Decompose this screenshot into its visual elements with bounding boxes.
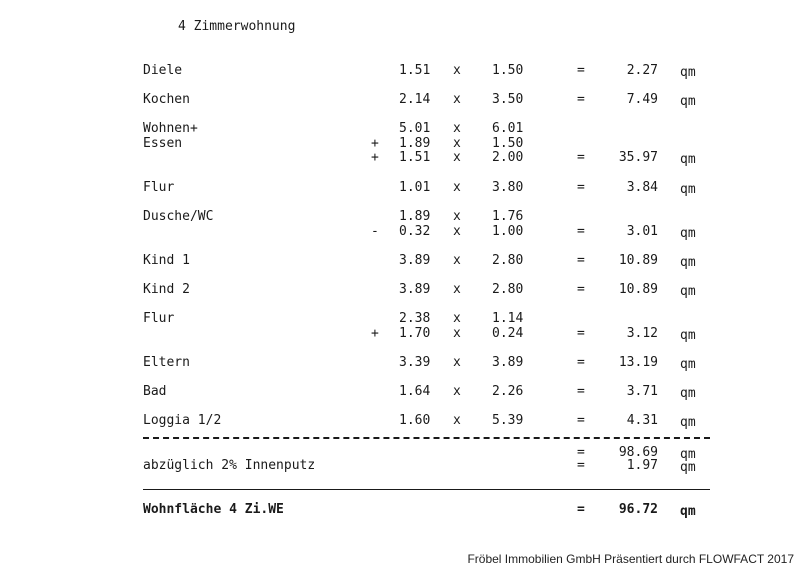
dimension-a: 1.01 bbox=[399, 180, 431, 195]
dimension-a: 1.70 bbox=[399, 325, 431, 341]
unit-label: qm bbox=[680, 386, 696, 401]
deduction-equals: = bbox=[577, 458, 585, 473]
times-sign: x bbox=[453, 121, 461, 136]
times-sign: x bbox=[453, 209, 461, 224]
total-label: Wohnfläche 4 Zi.WE bbox=[143, 502, 284, 517]
area-result: 13.19 bbox=[618, 355, 658, 370]
unit-label: qm bbox=[680, 357, 696, 372]
dimension-a: 3.89 bbox=[399, 282, 431, 297]
room-label: Flur bbox=[143, 311, 175, 326]
dimension-a: 3.39 bbox=[399, 355, 431, 370]
equals-sign: = bbox=[577, 253, 585, 268]
area-result: 3.84 bbox=[626, 180, 658, 195]
area-result: 35.97 bbox=[618, 150, 658, 166]
dimension-b: 3.89 bbox=[492, 355, 524, 370]
equals-sign: = bbox=[577, 325, 585, 341]
dimension-b: 1.76 bbox=[492, 209, 524, 224]
dimension-a: 3.89 bbox=[399, 253, 431, 268]
unit-label: qm bbox=[680, 255, 696, 270]
dimension-a: 5.01 bbox=[399, 121, 431, 136]
dimension-a: 2.38 bbox=[399, 311, 431, 326]
times-sign: x bbox=[453, 135, 461, 151]
room-label: Dusche/WC bbox=[143, 209, 214, 224]
area-result: 7.49 bbox=[626, 92, 658, 107]
times-sign: x bbox=[453, 325, 461, 341]
unit-label: qm bbox=[680, 415, 696, 430]
times-sign: x bbox=[453, 253, 461, 268]
times-sign: x bbox=[453, 150, 461, 166]
area-result: 4.31 bbox=[626, 413, 658, 428]
room-label: Loggia 1/2 bbox=[143, 413, 222, 428]
total-rule bbox=[143, 489, 710, 490]
page-title: 4 Zimmerwohnung bbox=[178, 19, 296, 34]
unit-label: qm bbox=[680, 94, 696, 109]
equals-sign: = bbox=[577, 150, 585, 166]
equals-sign: = bbox=[577, 413, 585, 428]
room-label: Kind 1 bbox=[143, 253, 190, 268]
dimension-b: 3.80 bbox=[492, 180, 524, 195]
area-result: 3.01 bbox=[626, 223, 658, 239]
area-result: 2.27 bbox=[626, 63, 658, 78]
area-result: 3.12 bbox=[626, 325, 658, 341]
deduction-label: abzüglich 2% Innenputz bbox=[143, 458, 316, 473]
subtotal-value: 98.69 bbox=[618, 445, 658, 460]
equals-sign: = bbox=[577, 384, 585, 399]
dimension-a: 0.32 bbox=[399, 223, 431, 239]
unit-label: qm bbox=[680, 65, 696, 80]
room-label: Eltern bbox=[143, 355, 190, 370]
equals-sign: = bbox=[577, 63, 585, 78]
dimension-a: 1.51 bbox=[399, 150, 431, 166]
room-label: Diele bbox=[143, 63, 183, 78]
operator: + bbox=[371, 150, 379, 166]
dimension-b: 2.26 bbox=[492, 384, 524, 399]
unit-label: qm bbox=[680, 327, 696, 343]
dimension-a: 1.60 bbox=[399, 413, 431, 428]
room-label: Kochen bbox=[143, 92, 190, 107]
times-sign: x bbox=[453, 282, 461, 297]
unit-label: qm bbox=[680, 182, 696, 197]
unit-label: qm bbox=[680, 152, 696, 168]
subtotal-equals: = bbox=[577, 445, 585, 460]
dimension-a: 1.64 bbox=[399, 384, 431, 399]
subtotal-unit: qm bbox=[680, 447, 696, 462]
footer-credit: Fröbel Immobilien GmbH Präsentiert durch FLOWFACT 2017 bbox=[467, 552, 794, 566]
times-sign: x bbox=[453, 223, 461, 239]
room-label: Essen bbox=[143, 135, 183, 151]
dashed-divider bbox=[143, 437, 710, 439]
area-result: 10.89 bbox=[618, 282, 658, 297]
dimension-b: 5.39 bbox=[492, 413, 524, 428]
dimension-b: 0.24 bbox=[492, 325, 524, 341]
dimension-b: 1.14 bbox=[492, 311, 524, 326]
dimension-a: 2.14 bbox=[399, 92, 431, 107]
dimension-b: 2.80 bbox=[492, 253, 524, 268]
equals-sign: = bbox=[577, 92, 585, 107]
operator: + bbox=[371, 135, 379, 151]
times-sign: x bbox=[453, 63, 461, 78]
operator: - bbox=[371, 223, 379, 239]
unit-label: qm bbox=[680, 284, 696, 299]
equals-sign: = bbox=[577, 223, 585, 239]
dimension-b: 2.00 bbox=[492, 150, 524, 166]
dimension-a: 1.51 bbox=[399, 63, 431, 78]
total-value: 96.72 bbox=[618, 502, 658, 517]
times-sign: x bbox=[453, 413, 461, 428]
equals-sign: = bbox=[577, 282, 585, 297]
times-sign: x bbox=[453, 311, 461, 326]
total-unit: qm bbox=[680, 504, 696, 519]
operator: + bbox=[371, 325, 379, 341]
dimension-a: 1.89 bbox=[399, 209, 431, 224]
times-sign: x bbox=[453, 92, 461, 107]
area-result: 10.89 bbox=[618, 253, 658, 268]
room-label: Flur bbox=[143, 180, 175, 195]
dimension-b: 2.80 bbox=[492, 282, 524, 297]
total-equals: = bbox=[577, 502, 585, 517]
times-sign: x bbox=[453, 355, 461, 370]
dimension-b: 1.00 bbox=[492, 223, 524, 239]
dimension-a: 1.89 bbox=[399, 135, 431, 151]
dimension-b: 3.50 bbox=[492, 92, 524, 107]
unit-label: qm bbox=[680, 225, 696, 241]
area-result: 3.71 bbox=[626, 384, 658, 399]
room-label: Kind 2 bbox=[143, 282, 190, 297]
equals-sign: = bbox=[577, 180, 585, 195]
deduction-unit: qm bbox=[680, 460, 696, 475]
dimension-b: 6.01 bbox=[492, 121, 524, 136]
dimension-b: 1.50 bbox=[492, 135, 524, 151]
room-label: Bad bbox=[143, 384, 167, 399]
equals-sign: = bbox=[577, 355, 585, 370]
room-label: Wohnen+ bbox=[143, 121, 198, 136]
times-sign: x bbox=[453, 180, 461, 195]
deduction-value: 1.97 bbox=[626, 458, 658, 473]
dimension-b: 1.50 bbox=[492, 63, 524, 78]
times-sign: x bbox=[453, 384, 461, 399]
